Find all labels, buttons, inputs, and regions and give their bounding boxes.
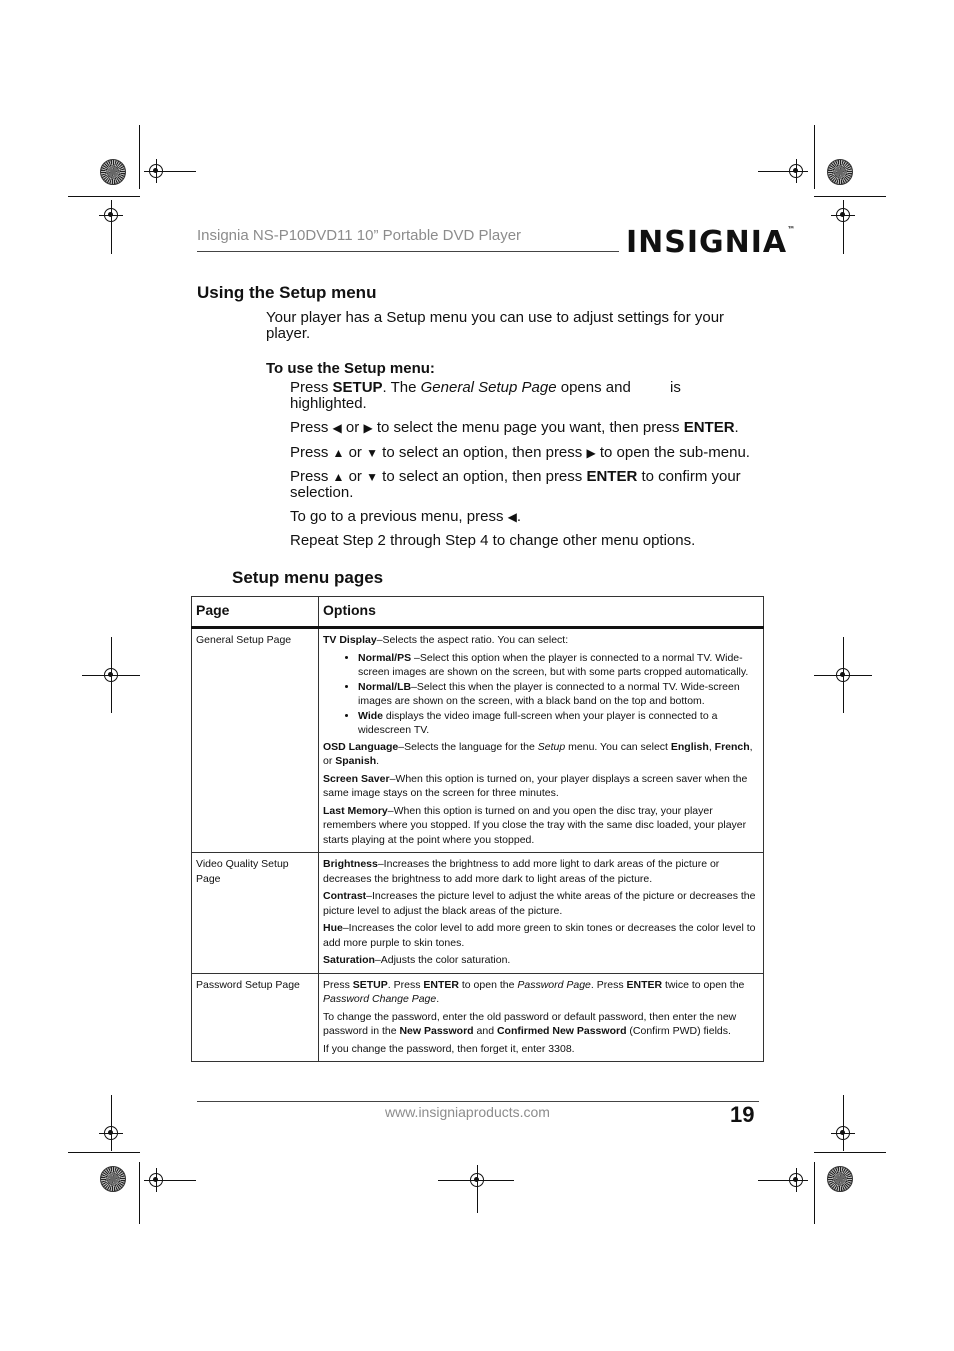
step-3: Press ▲ or ▼ to select an option, then press ▶ to open the sub-menu. bbox=[290, 444, 750, 461]
procedure-heading: To use the Setup menu: bbox=[266, 360, 435, 377]
left-arrow-icon: ◀ bbox=[507, 510, 517, 524]
running-header: Insignia NS-P10DVD11 10” Portable DVD Player bbox=[197, 227, 522, 244]
registration-burst-icon bbox=[100, 159, 126, 185]
table-row bbox=[192, 973, 764, 1062]
section-heading-setup-pages: Setup menu pages bbox=[232, 568, 384, 587]
column-header-page: Page bbox=[192, 597, 319, 628]
page-number: 19 bbox=[730, 1102, 755, 1127]
right-arrow-icon: ▶ bbox=[363, 421, 373, 435]
table-header-row bbox=[192, 597, 764, 628]
step-2: Press ◀ or ▶ to select the menu page you want, then press ENTER. bbox=[290, 419, 739, 436]
registration-burst-icon bbox=[827, 1166, 853, 1192]
left-arrow-icon: ◀ bbox=[332, 421, 342, 435]
table-row bbox=[192, 853, 764, 974]
down-arrow-icon: ▼ bbox=[366, 470, 378, 484]
aspect-ratio-list bbox=[323, 651, 759, 738]
options-cell: Press SETUP. Press ENTER to open the Password Page. Press ENTER twice to open the Password Change Page. To change the password, enter the old password or default password, then enter the new password in the New Password and Confirmed New Password (Confirm PWD) fields. If you change the password, then forget it, enter 3308. bbox=[319, 973, 764, 1062]
up-arrow-icon: ▲ bbox=[332, 446, 345, 460]
page-cell: Video Quality Setup Page bbox=[192, 853, 319, 974]
right-arrow-icon: ▶ bbox=[586, 446, 596, 460]
registration-burst-icon bbox=[827, 159, 853, 185]
up-arrow-icon: ▲ bbox=[332, 470, 345, 484]
table-row bbox=[192, 628, 764, 853]
header-rule bbox=[197, 251, 619, 252]
setup-pages-table bbox=[191, 596, 764, 1062]
intro-paragraph: Your player has a Setup menu you can use to adjust settings for your player. bbox=[266, 309, 725, 342]
step-4: Press ▲ or ▼ to select an option, then press ENTER to confirm your selection. bbox=[290, 468, 741, 501]
step-6: Repeat Step 2 through Step 4 to change other menu options. bbox=[290, 532, 696, 549]
list-item: • Normal/PS –Select this option when the player is connected to a normal TV. Wide-screen images are shown on the screen, but with some parts cropped automatically. bbox=[358, 651, 759, 680]
list-item: • Wide displays the video image full-screen when your player is connected to a widescreen TV. bbox=[358, 709, 759, 738]
page-cell: General Setup Page bbox=[192, 628, 319, 853]
list-item: • Normal/LB–Select this when the player is connected to a normal TV. Wide-screen images are shown on the screen, with a black band on the top and bottom. bbox=[358, 680, 759, 709]
options-cell: TV Display–Selects the aspect ratio. You can select: • Normal/PS –Select this option when the player is connected to a normal TV. Wide-screen images are shown on the screen, but with some parts cropped automatically. • Normal/LB–Select this when the player is connected to a normal TV. Wide-screen images are shown on the screen, with a black band on the top and bottom. • Wide displays the video image full-screen when your player is connected to a widescreen TV. OSD Language–Selects the language for the Setup menu. You can select English, French, or Spanish. Screen Saver–When this option is turned on, your player displays a screen saver when the same image stays on the screen for three minutes. Last Memory–When this option is turned on and you open the disc tray, your player remembers where you stopped. If you close the tray with the same disc loaded, your player starts playing at the point where you stopped. bbox=[319, 628, 764, 853]
insignia-logo: INSIGNIA™ bbox=[626, 225, 796, 260]
section-heading-using-setup: Using the Setup menu bbox=[197, 283, 377, 302]
registration-burst-icon bbox=[100, 1166, 126, 1192]
footer-rule bbox=[197, 1101, 759, 1102]
down-arrow-icon: ▼ bbox=[366, 446, 378, 460]
column-header-options: Options bbox=[319, 597, 764, 628]
page-cell: Password Setup Page bbox=[192, 973, 319, 1062]
options-cell: Brightness–Increases the brightness to add more light to dark areas of the picture or decreases the brightness to add more dark to light areas of the picture. Contrast–Increases the picture level to adjust the white areas of the picture or decreases the picture level to adjust the black areas of the picture. Hue–Increases the color level to add more green to skin tones or decreases the color level to add more purple to skin tones. Saturation–Adjusts the color saturation. bbox=[319, 853, 764, 974]
footer-url: www.insigniaproducts.com bbox=[385, 1104, 550, 1120]
step-5: To go to a previous menu, press ◀. bbox=[290, 508, 522, 525]
step-1: Press SETUP. The General Setup Page opens and is highlighted. bbox=[290, 379, 681, 412]
